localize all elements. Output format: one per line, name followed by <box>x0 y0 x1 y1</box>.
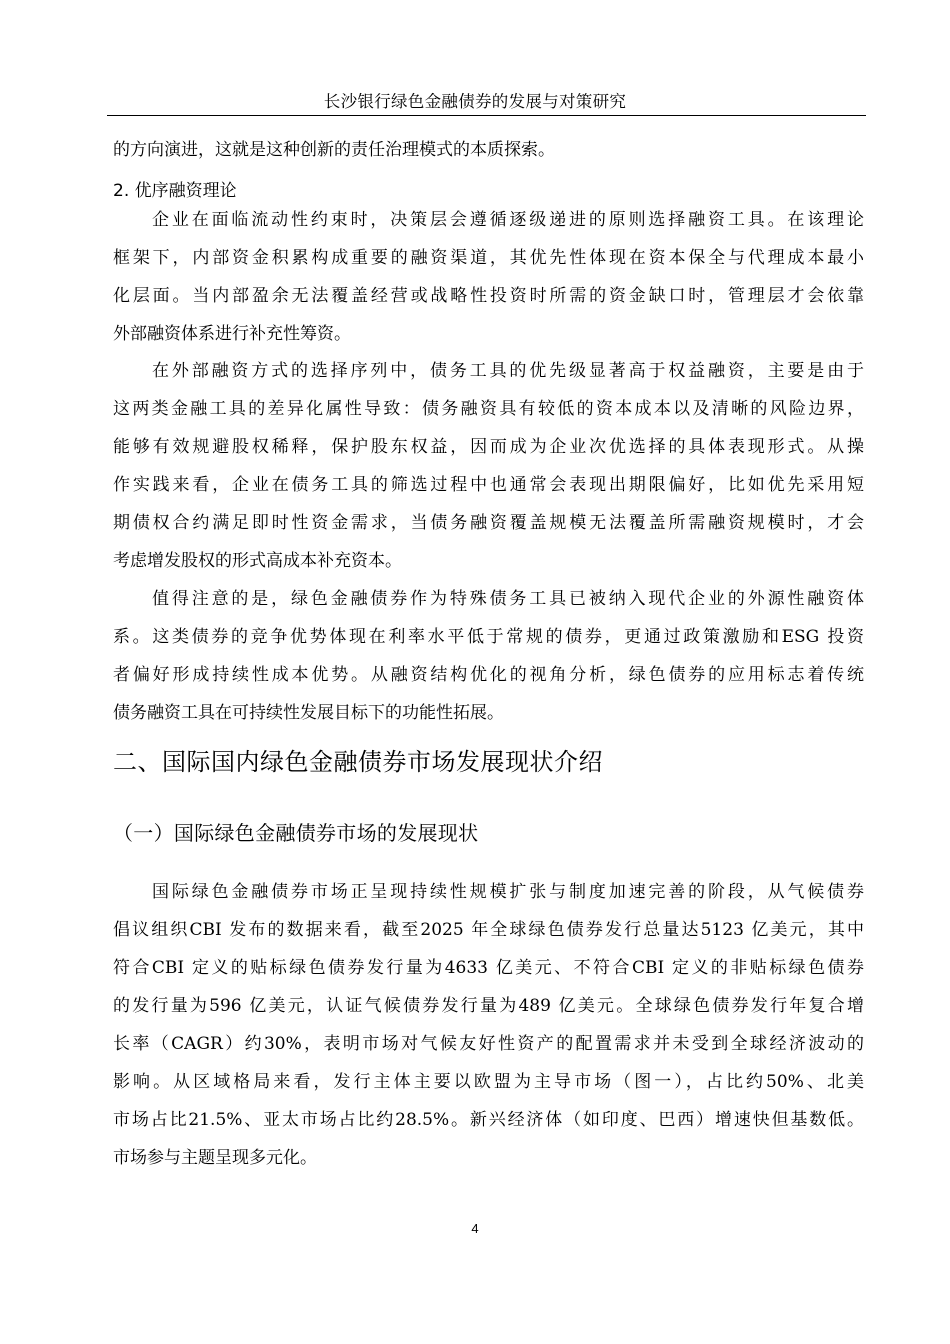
paragraph-line: 能够有效规避股权稀释，保护股东权益，因而成为企业次优选择的具体表现形式。从操 <box>113 437 864 457</box>
paragraph-line: 国际绿色金融债券市场正呈现持续性规模扩张与制度加速完善的阶段，从气候债券 <box>152 882 864 902</box>
page-header-title: 长沙银行绿色金融债券的发展与对策研究 <box>323 92 627 111</box>
section-heading: （一）国际绿色金融债券市场的发展现状 <box>113 821 479 845</box>
paragraph-line: 倡议组织CBI 发布的数据来看，截至2025 年全球绿色债券发行总量达5123 亿美元，其中 <box>113 920 864 940</box>
paragraph-line: 市场参与主题呈现多元化。 <box>113 1148 317 1168</box>
page-number: 4 <box>471 1221 479 1236</box>
paragraph-line: 期债权合约满足即时性资金需求，当债务融资覆盖规模无法覆盖所需融资规模时，才会 <box>113 513 864 533</box>
paragraph-line: 影响。从区域格局来看，发行主体主要以欧盟为主导市场（图一），占比约50%、北美 <box>113 1072 864 1092</box>
paragraph-line: 的发行量为596 亿美元，认证气候债券发行量为489 亿美元。全球绿色债券发行年复合增 <box>113 996 864 1016</box>
paragraph-line: 符合CBI 定义的贴标绿色债券发行量为4633 亿美元、不符合CBI 定义的非贴标绿色债券 <box>113 958 864 978</box>
paragraph-line: 作实践来看，企业在债务工具的筛选过程中也通常会表现出期限偏好，比如优先采用短 <box>113 475 864 495</box>
page-header-rule <box>107 115 866 116</box>
paragraph-line: 企业在面临流动性约束时，决策层会遵循逐级递进的原则选择融资工具。在该理论 <box>152 210 864 230</box>
paragraph-line: 框架下，内部资金积累构成重要的融资渠道，其优先性体现在资本保全与代理成本最小 <box>113 248 864 268</box>
paragraph-line: 化层面。当内部盈余无法覆盖经营或战略性投资时所需的资金缺口时，管理层才会依靠 <box>113 286 864 306</box>
paragraph-line: 值得注意的是，绿色金融债券作为特殊债务工具已被纳入现代企业的外源性融资体 <box>152 589 864 609</box>
paragraph-line: 这两类金融工具的差异化属性导致：债务融资具有较低的资本成本以及清晰的风险边界， <box>113 399 864 419</box>
paragraph-line: 者偏好形成持续性成本优势。从融资结构优化的视角分析，绿色债券的应用标志着传统 <box>113 665 864 685</box>
chapter-heading: 二、国际国内绿色金融债券市场发展现状介绍 <box>113 748 603 776</box>
paragraph-line: 考虑增发股权的形式高成本补充资本。 <box>113 551 402 571</box>
paragraph-line: 系。这类债券的竞争优势体现在利率水平低于常规的债券，更通过政策激励和ESG 投资 <box>113 627 864 647</box>
section-subheading: 2. 优序融资理论 <box>113 181 237 201</box>
paragraph-line: 长率（CAGR）约30%，表明市场对气候友好性资产的配置需求并未受到全球经济波动的 <box>113 1034 864 1054</box>
paragraph-line: 债务融资工具在可持续性发展目标下的功能性拓展。 <box>113 703 504 723</box>
paragraph-line: 在外部融资方式的选择序列中，债务工具的优先级显著高于权益融资，主要是由于 <box>152 361 864 381</box>
paragraph-line: 的方向演进，这就是这种创新的责任治理模式的本质探索。 <box>113 140 555 160</box>
paragraph-line: 市场占比21.5%、亚太市场占比约28.5%。新兴经济体（如印度、巴西）增速快但基数低。 <box>113 1110 864 1130</box>
paragraph-line: 外部融资体系进行补充性筹资。 <box>113 324 351 344</box>
